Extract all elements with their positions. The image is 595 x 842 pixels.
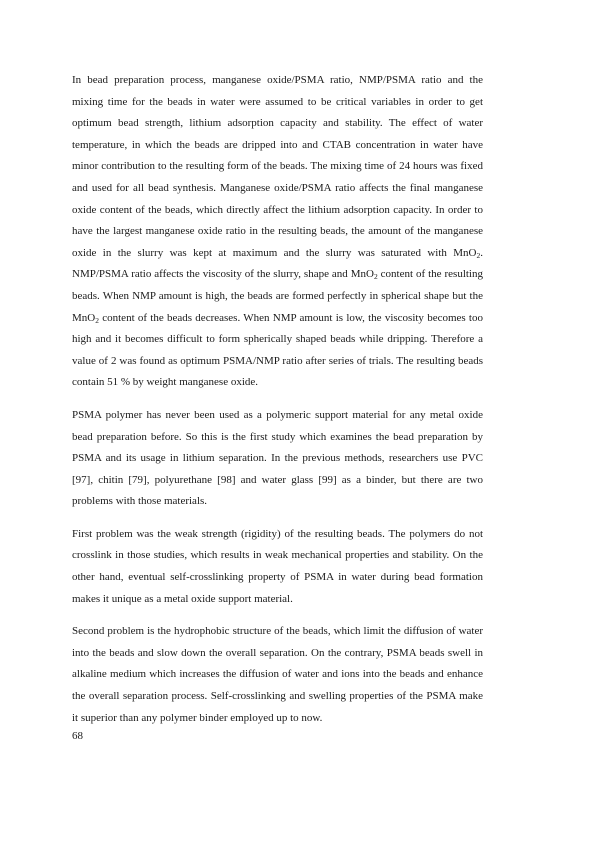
text-segment: Second problem is the hydrophobic structure of the beads, which limit the diffusion of water into the beads and slow down the overall separation. On the contrary, PSMA beads swell in alkaline medium which increases the diffusion of water and ions into the beads and enhance the overall separation process. Self-crosslinking and swelling properties of the PSMA make it superior than any polymer binder employed up to now. bbox=[72, 625, 483, 724]
paragraph-bead-preparation bbox=[72, 70, 483, 394]
subscript-text: 2 bbox=[476, 250, 481, 260]
text-segment: content of the resulting beads. When NMP amount is high, the beads are formed perfectly in spherical shape but the MnO bbox=[72, 268, 483, 324]
text-segment: First problem was the weak strength (rigidity) of the resulting beads. The polymers do not crosslink in those studies, which results in weak mechanical properties and stability. On the other hand, eventual self-crosslinking property of PSMA in water during bead formation makes it unique as a metal oxide support material. bbox=[72, 527, 483, 605]
text-segment: PSMA polymer has never been used as a polymeric support material for any metal oxide bead preparation before. So this is the first study which examines the bead preparation by PSMA and its usage in lithium separation. In the previous methods, researchers use PVC [97], chitin [79], polyurethane [98] and water glass [99] as a binder, but there are two problems with those materials. bbox=[72, 408, 483, 508]
subscript-text: 2 bbox=[373, 272, 378, 282]
text-segment: In bead preparation process, manganese oxide/PSMA ratio, NMP/PSMA ratio and the mixing time for the beads in water were assumed to be critical variables in order to get optimum bead strength, lithium adsorption capacity and stability. The effect of water temperature, in which the beads are dripped into and CTAB concentration in water have minor contribution to the resulting form of the beads. The mixing time of 24 hours was fixed and used for all bead synthesis. Manganese oxide/PSMA ratio affects the final manganese oxide content of the beads, which directly affect the lithium adsorption capacity. In order to have the largest manganese oxide ratio in the resulting beads, the amount of the manganese oxide in the slurry was kept at maximum and the slurry was saturated with MnO bbox=[72, 74, 483, 259]
paragraph-psma-novelty bbox=[72, 405, 483, 513]
subscript-text: 2 bbox=[95, 315, 99, 325]
text-segment: content of the beads decreases. When NMP amount is low, the viscosity becomes too high and it becomes difficult to form spherically shaped beads while dripping. Therefore a value of 2 was found as optimum PSMA/NMP ratio after series of trials. The resulting beads contain 51 % by weight manganese oxide. bbox=[72, 311, 483, 389]
text-segment: . NMP/PSMA ratio affects the viscosity of the slurry, shape and MnO bbox=[72, 246, 483, 281]
paragraph-first-problem bbox=[72, 524, 483, 610]
paragraph-second-problem bbox=[72, 621, 483, 729]
body-text bbox=[72, 70, 483, 743]
page-number: 68 bbox=[72, 730, 83, 743]
